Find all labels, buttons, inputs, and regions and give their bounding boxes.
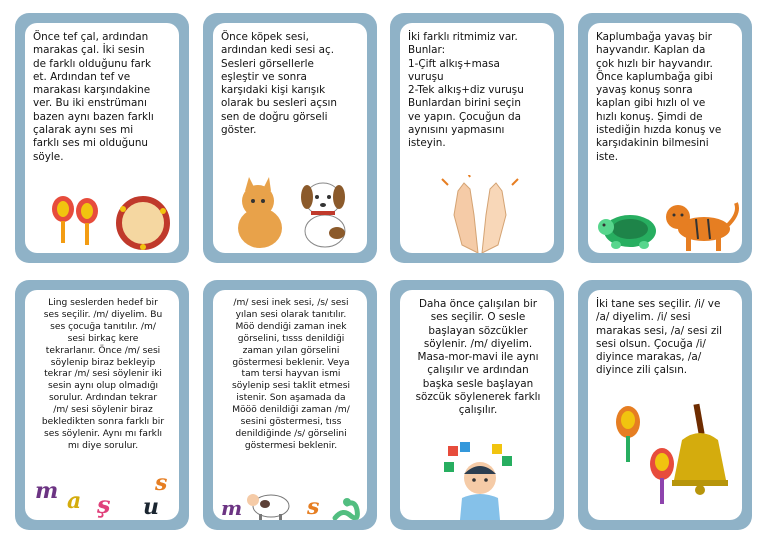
card-body <box>588 290 742 520</box>
letter-a: a <box>67 488 82 514</box>
letter-u: u <box>143 494 159 520</box>
activity-card-3 <box>390 13 564 263</box>
card-text: İki tane ses seçilir. /i/ ve /a/ diyelim. /i/ sesi marakas sesi, /a/ sesi zil sesi olsun. Çocuğa /i/ diyince marakas, /a/ diyince zili çalsın. <box>596 298 723 377</box>
letter-s: s <box>307 494 320 520</box>
letter-m: m <box>35 478 59 504</box>
activity-card-4 <box>578 13 752 263</box>
card-body <box>400 290 554 520</box>
maracas-tambourine-icon <box>43 195 173 253</box>
cow-icon <box>247 486 293 520</box>
activity-card-2 <box>203 13 377 263</box>
activity-card-7 <box>390 280 564 530</box>
activity-card-8 <box>578 280 752 530</box>
card-body <box>213 290 367 520</box>
card-text: /m/ sesi inek sesi, /s/ sesi yılan sesi olarak tanıtılır. Möö dendiği zaman inek görselini, tısss denildiği zaman yılan görselini göstermesi beklenir. Veya tam tersi hayvan ismi söylenip sesi taklit etmesi istenir. Son aşamada da Mööö denildiği zaman /m/ sesini göstermesi, tıss denildiğinde /s/ görselini göstermesi beklenir. <box>231 298 351 451</box>
letter-sh: ş <box>97 490 111 519</box>
letter-s: s <box>155 470 168 496</box>
activity-card-6 <box>203 280 377 530</box>
card-body <box>588 23 742 253</box>
clapping-hands-icon <box>440 175 520 253</box>
card-body <box>25 290 179 520</box>
card-text: Önce köpek sesi, ardından kedi sesi aç. Sesleri görsellerle eşleştir ve sonra karşıdaki kişi karışık olarak bu sesleri açsın sen de doğru görseli göster. <box>221 31 337 137</box>
activity-card-5 <box>15 280 189 530</box>
letter-m: m <box>221 496 243 520</box>
maracas-bell-icon <box>610 400 730 520</box>
card-text: Kaplumbağa yavaş bir hayvandır. Kaplan da çok hızlı bir hayvandır. Önce kaplumbağa gibi yavaş konuş sonra kaplan gibi hızlı ol ve hızlı konuş. Şimdi de istediğin hızda konuş ve karşıdakinin bilmesini iste. <box>596 31 722 163</box>
card-body <box>400 23 554 253</box>
card-text: Ling seslerden hedef bir ses seçilir. /m/ diyelim. Bu ses çocuğa tanıtılır. /m/ sesi birkaç kere tekrarlanır. Önce /m/ sesi söylenip biraz bekleyip tekrar /m/ sesi söylenir iki sesin aynı olup olmadığı sorulur. Ardından tekrar /m/ sesi söylenir biraz bekledikten sonra farklı bir ses söylenir. Aynı mı farklı mı diye sorulur. <box>41 298 165 451</box>
thinking-child-icon <box>440 440 520 520</box>
card-text: Önce tef çal, ardından marakas çal. İki sesin de farklı olduğunu fark et. Ardından tef ve marakası karşındakine ver. Bu iki enstrümanı bazen aynı bazen farklı çalarak aynı ses mi farklı ses mi olduğunu söyle. <box>33 31 154 163</box>
card-text: İki farklı ritmimiz var. Bunlar: 1-Çift alkış+masa vuruşu 2-Tek alkış+diz vuruşu Bunlardan birini seçin ve yapın. Çocuğun da aynısını yapmasını isteyin. <box>408 31 524 150</box>
snake-icon <box>331 490 365 520</box>
card-text: Daha önce çalışılan bir ses seçilir. O sesle başlayan sözcükler söylenir. /m/ diyelim. Masa-mor-mavi ile aynı çalışılır ve ardından başka sesle başlayan sözcük söylenerek farklı çalışılır. <box>415 298 541 417</box>
activity-card-1 <box>15 13 189 263</box>
card-body <box>25 23 179 253</box>
card-body <box>213 23 367 253</box>
cat-dog-icon <box>225 173 365 253</box>
turtle-tiger-icon <box>594 195 742 253</box>
